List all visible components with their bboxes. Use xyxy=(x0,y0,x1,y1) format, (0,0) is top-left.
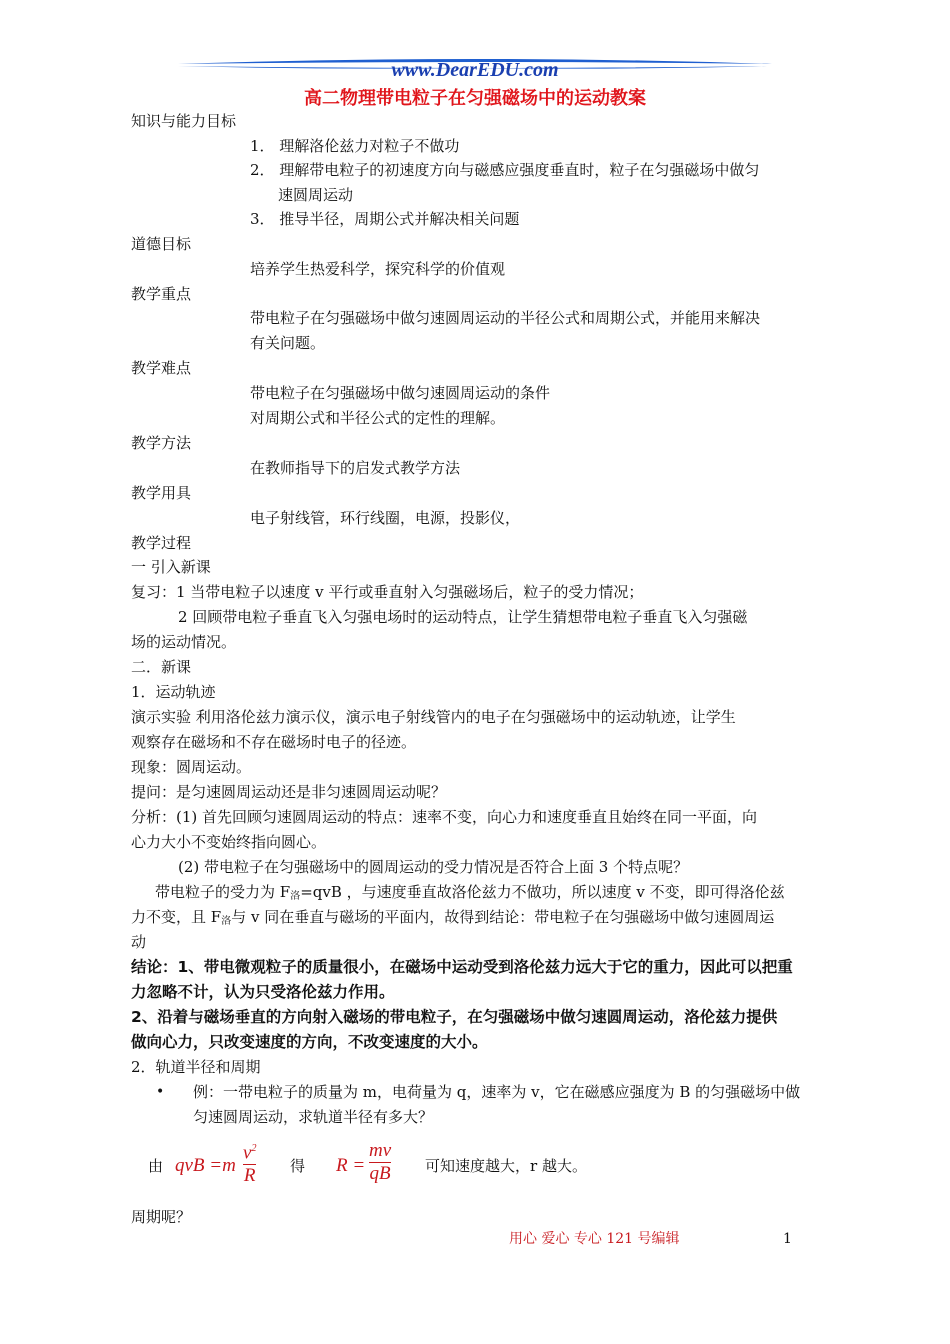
formula-1-left: qvB =m xyxy=(175,1155,236,1176)
trajectory-heading: 1．运动轨迹 xyxy=(131,683,216,701)
key-text-cont: 有关问题。 xyxy=(250,334,326,352)
bullet-icon: • xyxy=(156,1084,165,1100)
knowledge-item-3: 3． 推导半径，周期公式并解决相关问题 xyxy=(250,210,520,228)
conclusion-1-cont: 力忽略不计，认为只受洛伦兹力作用。 xyxy=(131,983,395,1001)
page-title: 高二物理带电粒子在匀强磁场中的运动教案 xyxy=(304,88,646,109)
formula-conclusion: 可知速度越大，r 越大。 xyxy=(425,1157,587,1175)
demo-text: 演示实验 利用洛伦兹力演示仪，演示电子射线管内的电子在匀强磁场中的运动轨迹，让学生 xyxy=(131,708,736,726)
process-heading: 教学过程 xyxy=(131,534,192,552)
formula-2-left: R = xyxy=(336,1155,366,1176)
conclusion-1: 结论：1、带电微观粒子的质量很小，在磁场中运动受到洛伦兹力远大于它的重力，因此可以把重 xyxy=(131,958,793,976)
new-lesson-heading: 二．新课 xyxy=(131,658,192,676)
formula-2-fraction xyxy=(369,1140,391,1185)
analysis-2: (2) 带电粒子在匀强磁场中的圆周运动的受力情况是否符合上面 3 个特点呢？ xyxy=(178,858,689,876)
tools-heading: 教学用具 xyxy=(131,484,192,502)
formula-2-num: mv xyxy=(369,1140,392,1161)
analysis-1: 分析：(1) 首先回顾匀速圆周运动的特点：速率不变，向心力和速度垂直且始终在同一平面，向 xyxy=(131,808,758,826)
force-line-1: 带电粒子的受力为 $F_洛=qvB$ ，与速度垂直故洛伦兹力不做功，所以速度 v 不变，即可得洛伦兹 xyxy=(155,883,785,902)
period-question: 周期呢？ xyxy=(131,1208,192,1226)
method-heading: 教学方法 xyxy=(131,434,192,452)
knowledge-heading: 知识与能力目标 xyxy=(131,112,237,130)
from-label: 由 xyxy=(148,1157,164,1175)
footer-text: 用心 爱心 专心 121 号编辑 xyxy=(509,1231,680,1247)
formula-1-num: v xyxy=(243,1142,252,1164)
difficulty-item-1: 带电粒子在匀强磁场中做匀速圆周运动的条件 xyxy=(250,384,551,402)
formula-1-fraction xyxy=(243,1138,256,1187)
key-heading: 教学重点 xyxy=(131,285,192,303)
review-line-2: 2 回顾带电粒子垂直飞入匀强电场时的运动特点，让学生猜想带电粒子垂直飞入匀强磁 xyxy=(178,608,748,626)
force-line-3: 动 xyxy=(131,933,147,951)
key-text: 带电粒子在匀强磁场中做匀速圆周运动的半径公式和周期公式，并能用来解决 xyxy=(250,309,761,327)
example-text-cont: 匀速圆周运动，求轨道半径有多大？ xyxy=(193,1108,434,1126)
difficulty-heading: 教学难点 xyxy=(131,359,192,377)
formula-1-den: R xyxy=(243,1165,256,1187)
formula-2-den: qB xyxy=(369,1163,391,1184)
knowledge-item-2: 2． 理解带电粒子的初速度方向与磁感应强度垂直时，粒子在匀强磁场中做匀 xyxy=(250,161,760,179)
analysis-1-cont: 心力大小不变始终指向圆心。 xyxy=(131,833,327,851)
demo-text-cont: 观察存在磁场和不存在磁场时电子的径迹。 xyxy=(131,733,417,751)
phenomenon-text: 现象：圆周运动。 xyxy=(131,758,252,776)
get-label: 得 xyxy=(290,1157,306,1175)
site-url: www.DearEDU.com xyxy=(391,59,559,81)
tools-text: 电子射线管，环行线圈，电源，投影仪， xyxy=(250,509,521,527)
knowledge-item-2-cont: 速圆周运动 xyxy=(278,186,354,204)
review-line-2-cont: 场的运动情况。 xyxy=(131,633,237,651)
orbit-heading: 2．轨道半径和周期 xyxy=(131,1058,261,1076)
review-line-1: 复习：1 当带电粒子以速度 v 平行或垂直射入匀强磁场后，粒子的受力情况； xyxy=(131,583,644,601)
conclusion-2-cont: 做向心力，只改变速度的方向，不改变速度的大小。 xyxy=(131,1033,488,1051)
example-text: 例：一带电粒子的质量为 m，电荷量为 q，速率为 v，它在磁感应强度为 B 的匀强磁场中做 xyxy=(193,1083,801,1101)
intro-heading: 一 引入新课 xyxy=(131,558,211,576)
difficulty-item-2: 对周期公式和半径公式的定性的理解。 xyxy=(250,409,506,427)
knowledge-item-1: 1． 理解洛伦兹力对粒子不做功 xyxy=(250,137,460,155)
method-text: 在教师指导下的启发式教学方法 xyxy=(250,459,461,477)
formula-1-sup: 2 xyxy=(251,1143,257,1154)
conclusion-2: 2、沿着与磁场垂直的方向射入磁场的带电粒子，在匀强磁场中做匀速圆周运动，洛伦兹力提供 xyxy=(131,1008,778,1026)
force-line-2: 力不变，且 $F_洛$与 v 同在垂直与磁场的平面内，故得到结论：带电粒子在匀强磁场中做匀速圆周运 xyxy=(131,908,775,927)
moral-text: 培养学生热爱科学，探究科学的价值观 xyxy=(250,260,506,278)
page-number: 1 xyxy=(783,1231,792,1247)
question-text: 提问：是匀速圆周运动还是非匀速圆周运动呢？ xyxy=(131,783,447,801)
moral-heading: 道德目标 xyxy=(131,235,192,253)
